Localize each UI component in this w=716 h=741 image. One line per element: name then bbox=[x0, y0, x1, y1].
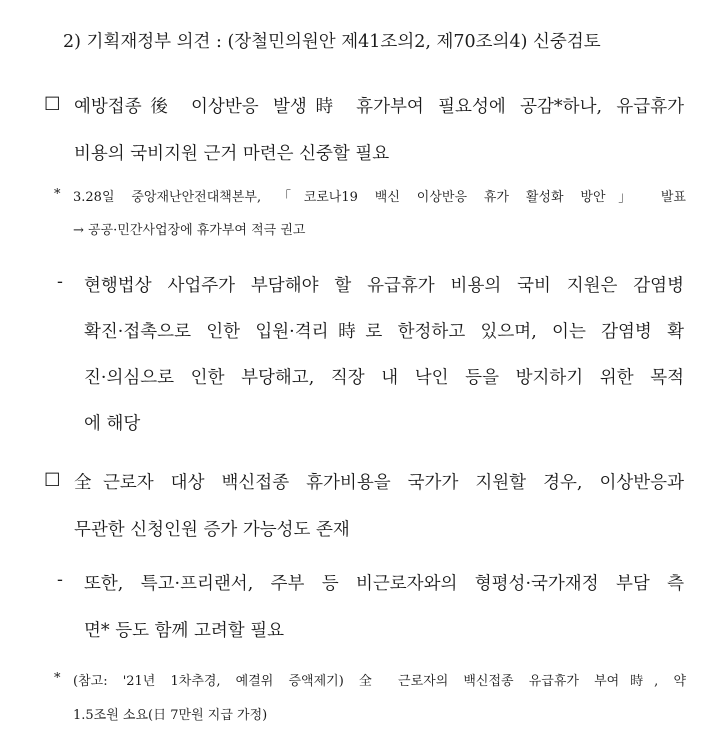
dash1-line-4: 에 해당 bbox=[84, 414, 141, 434]
section-heading: 2) 기획재정부 의견 : (장철민의원안 제41조의2, 제70조의4) 신중검토 bbox=[63, 32, 601, 52]
note2-line-2: 1.5조원 소요(日 7만원 지급 가정) bbox=[73, 708, 268, 723]
item2-line-2: 무관한 신청인원 증가 가능성도 존재 bbox=[74, 520, 350, 540]
square-bullet-2: □ bbox=[44, 469, 61, 489]
dash-bullet-2: - bbox=[57, 570, 63, 590]
note1-line-1: 3.28일 중앙재난안전대책본부, 「코로나19 백신 이상반응 휴가 활성화 방안」 발표 bbox=[73, 190, 686, 205]
dash2-line-1: 또한, 특고·프리랜서, 주부 등 비근로자와의 형평성·국가재정 부담 측 bbox=[84, 574, 684, 594]
dash-bullet-1: - bbox=[57, 272, 63, 292]
square-bullet-1: □ bbox=[44, 93, 61, 113]
asterisk-note-2: * bbox=[54, 671, 61, 686]
dash1-line-2: 확진·접촉으로 인한 입원·격리時로 한정하고 있으며, 이는 감염병 확 bbox=[84, 322, 684, 342]
note1-line-2: → 공공·민간사업장에 휴가부여 적극 권고 bbox=[73, 223, 306, 238]
note2-line-1: (참고: '21년 1차추경, 예결위 증액제기) 全 근로자의 백신접종 유급휴가 부여時, 약 bbox=[73, 674, 686, 689]
item2-line-1: 全근로자 대상 백신접종 휴가비용을 국가가 지원할 경우, 이상반응과 bbox=[74, 473, 684, 493]
dash1-line-3: 진·의심으로 인한 부당해고, 직장 내 낙인 등을 방지하기 위한 목적 bbox=[84, 368, 684, 388]
dash2-line-2: 면* 등도 함께 고려할 필요 bbox=[84, 621, 285, 641]
item1-line-2: 비용의 국비지원 근거 마련은 신중할 필요 bbox=[74, 144, 390, 164]
asterisk-note-1: * bbox=[54, 187, 61, 202]
dash1-line-1: 현행법상 사업주가 부담해야 할 유급휴가 비용의 국비 지원은 감염병 bbox=[84, 276, 684, 296]
item1-line-1: 예방접종後 이상반응 발생時 휴가부여 필요성에 공감*하나, 유급휴가 bbox=[74, 97, 684, 117]
